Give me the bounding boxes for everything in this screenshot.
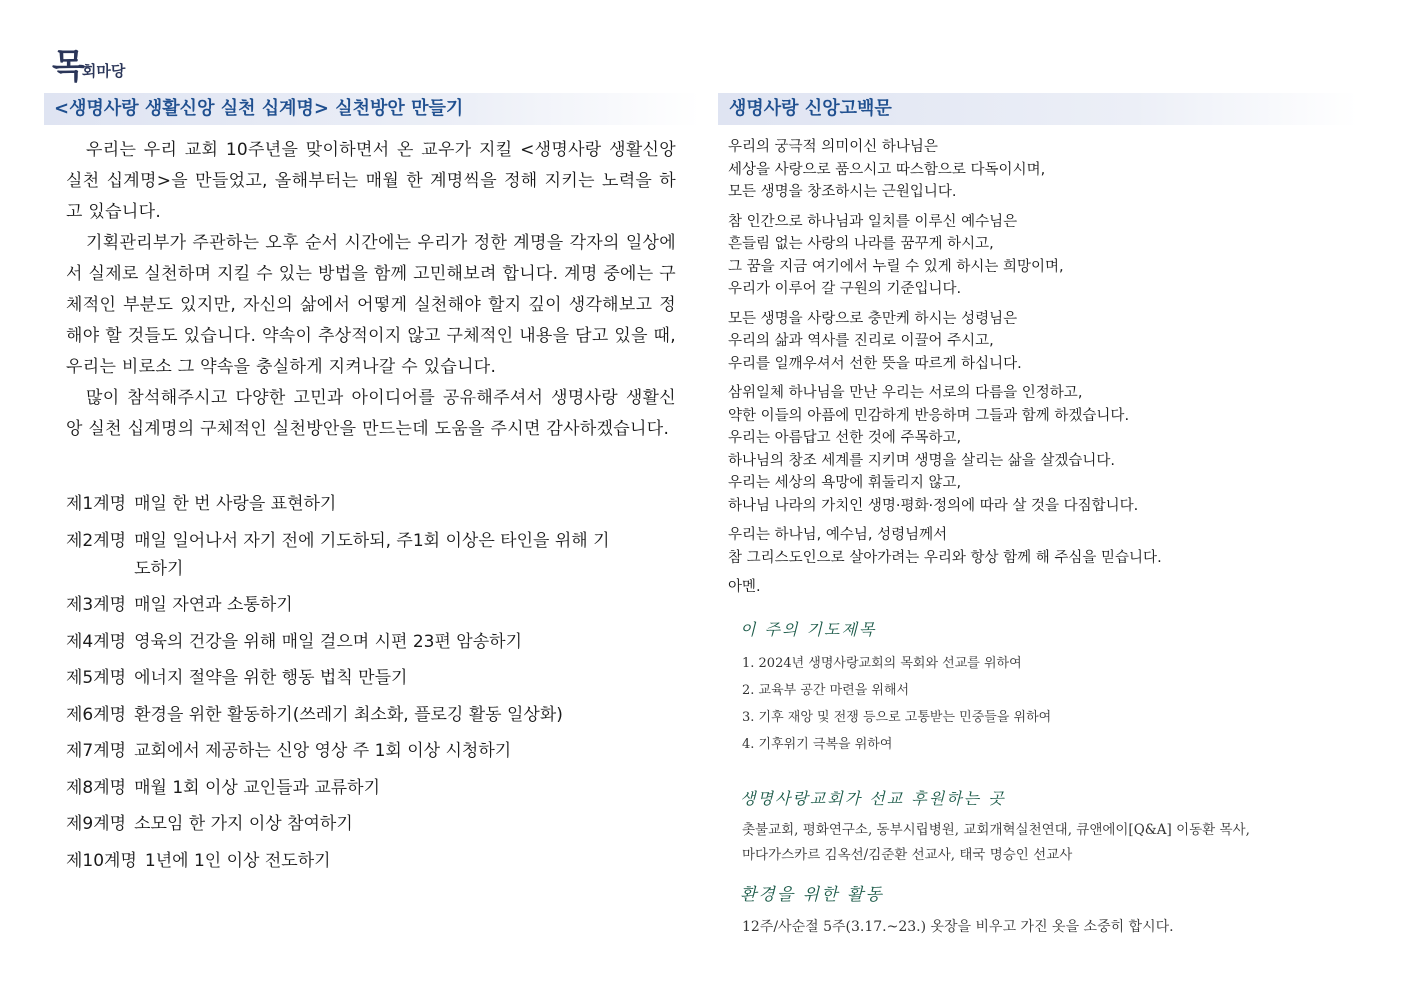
- creed-line: 우리의 궁극적 의미이신 하나님은: [728, 139, 938, 155]
- commandment-item: [66, 591, 676, 619]
- commandment-text: 매일 한 번 사랑을 표현하기: [134, 494, 337, 514]
- commandment-text: 매일 자연과 소통하기: [134, 595, 293, 615]
- commandment-text: 에너지 절약을 위한 행동 법칙 만들기: [134, 668, 408, 688]
- creed-line: 참 그리스도인으로 살아가려는 우리와 항상 함께 해 주심을 믿습니다.: [728, 549, 1162, 566]
- creed-line: 우리는 세상의 욕망에 휘둘리지 않고,: [728, 475, 962, 491]
- environment-title: 환경을 위한 활동: [740, 885, 884, 905]
- logo-sub-text: 회마당: [81, 62, 126, 80]
- commandment-number: 제9계명: [66, 814, 127, 834]
- commandment-number: 제6계명: [66, 704, 127, 725]
- creed-paragraph: [728, 211, 1368, 301]
- left-column: [66, 135, 676, 883]
- intro-text: [66, 135, 676, 445]
- creed-line: 그 꿈을 지금 여기에서 누릴 수 있게 하시는 희망이며,: [728, 258, 1064, 275]
- creed-line: 삼위일체 하나님을 만난 우리는 서로의 다름을 인정하고,: [728, 385, 1083, 401]
- logo-mokhoe-madang: [52, 47, 128, 87]
- creed-paragraph: [728, 524, 1368, 569]
- commandment-item: [66, 701, 676, 729]
- creed-amen: 아멘.: [728, 579, 761, 595]
- left-section-header: <생명사랑 생활신앙 실천 십계명> 실천방안 만들기: [44, 93, 700, 125]
- creed-line: 흔들림 없는 사랑의 나라를 꿈꾸게 하시고,: [728, 236, 994, 252]
- commandment-list: [66, 490, 676, 875]
- creed-line: 참 인간으로 하나님과 일치를 이루신 예수님은: [728, 213, 1018, 230]
- creed-line: 하나님 나라의 가치인 생명·평화·정의에 따라 살 것을 다짐합니다.: [728, 497, 1139, 514]
- creed-paragraph: [728, 576, 1368, 599]
- prayer-title: 이 주의 기도제목: [740, 620, 877, 639]
- intro-paragraph: 우리는 우리 교회 10주년을 맞이하면서 온 교우가 지킬 <생명사랑 생활신앙 실천 십계명>을 만들었고, 올해부터는 매월 한 계명씩을 정해 지키는 노력을 하고 있습니다.: [66, 140, 676, 222]
- creed-line: 우리는 아름답고 선한 것에 주목하고,: [728, 430, 962, 446]
- creed-line: 하나님의 창조 세계를 지키며 생명을 살리는 삶을 살겠습니다.: [728, 452, 1116, 469]
- prayer-list: [742, 650, 1051, 758]
- creed-paragraph: [728, 382, 1368, 517]
- prayer-item: 1. 2024년 생명사랑교회의 목회와 선교를 위하여: [742, 656, 1022, 671]
- commandment-item: [66, 527, 676, 583]
- commandment-number: 제4계명: [66, 631, 127, 652]
- right-section-header: 생명사랑 신앙고백문: [718, 93, 1358, 125]
- commandment-text: 환경을 위한 활동하기(쓰레기 최소화, 플로깅 활동 일상화): [134, 704, 563, 725]
- commandment-number: 제7계명: [66, 741, 127, 761]
- creed-paragraph: [728, 308, 1368, 376]
- intro-paragraph: 많이 참석해주시고 다양한 고민과 아이디어를 공유해주셔서 생명사랑 생활신앙 실천 십계명의 구체적인 실천방안을 만드는데 도움을 주시면 감사하겠습니다.: [66, 388, 676, 439]
- creed-paragraph: [728, 136, 1368, 204]
- commandment-text: 교회에서 제공하는 신앙 영상 주 1회 이상 시청하기: [134, 741, 512, 761]
- commandment-number: 제8계명: [66, 777, 127, 798]
- support-title: 생명사랑교회가 선교 후원하는 곳: [740, 789, 1006, 808]
- commandment-item: [66, 774, 676, 802]
- commandment-number: 제3계명: [66, 595, 127, 615]
- commandment-text: 매일 일어나서 자기 전에 기도하되, 주1회 이상은 타인을 위해 기도하기: [134, 530, 610, 579]
- commandment-number: 제1계명: [66, 494, 127, 514]
- creed-line: 모든 생명을 창조하시는 근원입니다.: [728, 184, 957, 200]
- commandment-item: [66, 490, 676, 518]
- support-line: 촛불교회, 평화연구소, 동부시립병원, 교회개혁실천연대, 큐앤에이[Q&A] 이동환 목사,: [742, 822, 1250, 838]
- logo-main-char: 목: [52, 47, 85, 87]
- commandment-number: 제2계명: [66, 530, 127, 551]
- creed-line: 우리를 일깨우셔서 선한 뜻을 따르게 하십니다.: [728, 355, 1022, 372]
- environment-text: 12주/사순절 5주(3.17.~23.) 옷장을 비우고 가진 옷을 소중히 합시다.: [742, 919, 1174, 935]
- creed-line: 우리의 삶과 역사를 진리로 이끌어 주시고,: [728, 333, 994, 349]
- prayer-item: 4. 기후위기 극복을 위하여: [742, 737, 893, 752]
- support-line: 마다가스카르 김옥선/김준환 선교사, 태국 명승인 선교사: [742, 847, 1073, 863]
- creed-line: 세상을 사랑으로 품으시고 따스함으로 다독이시며,: [728, 161, 1046, 178]
- creed-line: 우리가 이루어 갈 구원의 기준입니다.: [728, 281, 962, 297]
- creed-line: 우리는 하나님, 예수님, 성령님께서: [728, 527, 948, 543]
- commandment-item: [66, 628, 676, 656]
- commandment-text: 1년에 1인 이상 전도하기: [144, 850, 331, 871]
- commandment-text: 영육의 건강을 위해 매일 걸으며 시편 23편 암송하기: [134, 631, 522, 652]
- creed-line: 모든 생명을 사랑으로 충만케 하시는 성령님은: [728, 310, 1018, 327]
- support-list: [742, 818, 1342, 868]
- commandment-number: 제10계명: [66, 850, 137, 871]
- commandment-text: 소모임 한 가지 이상 참여하기: [134, 814, 353, 834]
- commandment-item: [66, 810, 676, 838]
- commandment-item: [66, 847, 676, 875]
- prayer-item: 3. 기후 재앙 및 전쟁 등으로 고통받는 민중들을 위하여: [742, 710, 1052, 725]
- commandment-item: [66, 664, 676, 692]
- creed-text: [728, 136, 1368, 606]
- commandment-item: [66, 737, 676, 765]
- commandment-number: 제5계명: [66, 668, 127, 688]
- commandment-text: 매월 1회 이상 교인들과 교류하기: [134, 777, 381, 798]
- prayer-item: 2. 교육부 공간 마련을 위해서: [742, 683, 910, 698]
- intro-paragraph: 기획관리부가 주관하는 오후 순서 시간에는 우리가 정한 계명을 각자의 일상에서 실제로 실천하며 지킬 수 있는 방법을 함께 고민해보려 합니다. 계명 중에는 구체적인 부분도 있지만, 자신의 삶에서 어떻게 실천해야 할지 깊이 생각해보고 정해야 할 것들도 있습니다. 약속이 추상적이지 않고 구체적인 내용을 담고 있을 때, 우리는 비로소 그 약속을 충실하게 지켜나갈 수 있습니다.: [66, 233, 676, 377]
- creed-line: 약한 이들의 아픔에 민감하게 반응하며 그들과 함께 하겠습니다.: [728, 407, 1130, 424]
